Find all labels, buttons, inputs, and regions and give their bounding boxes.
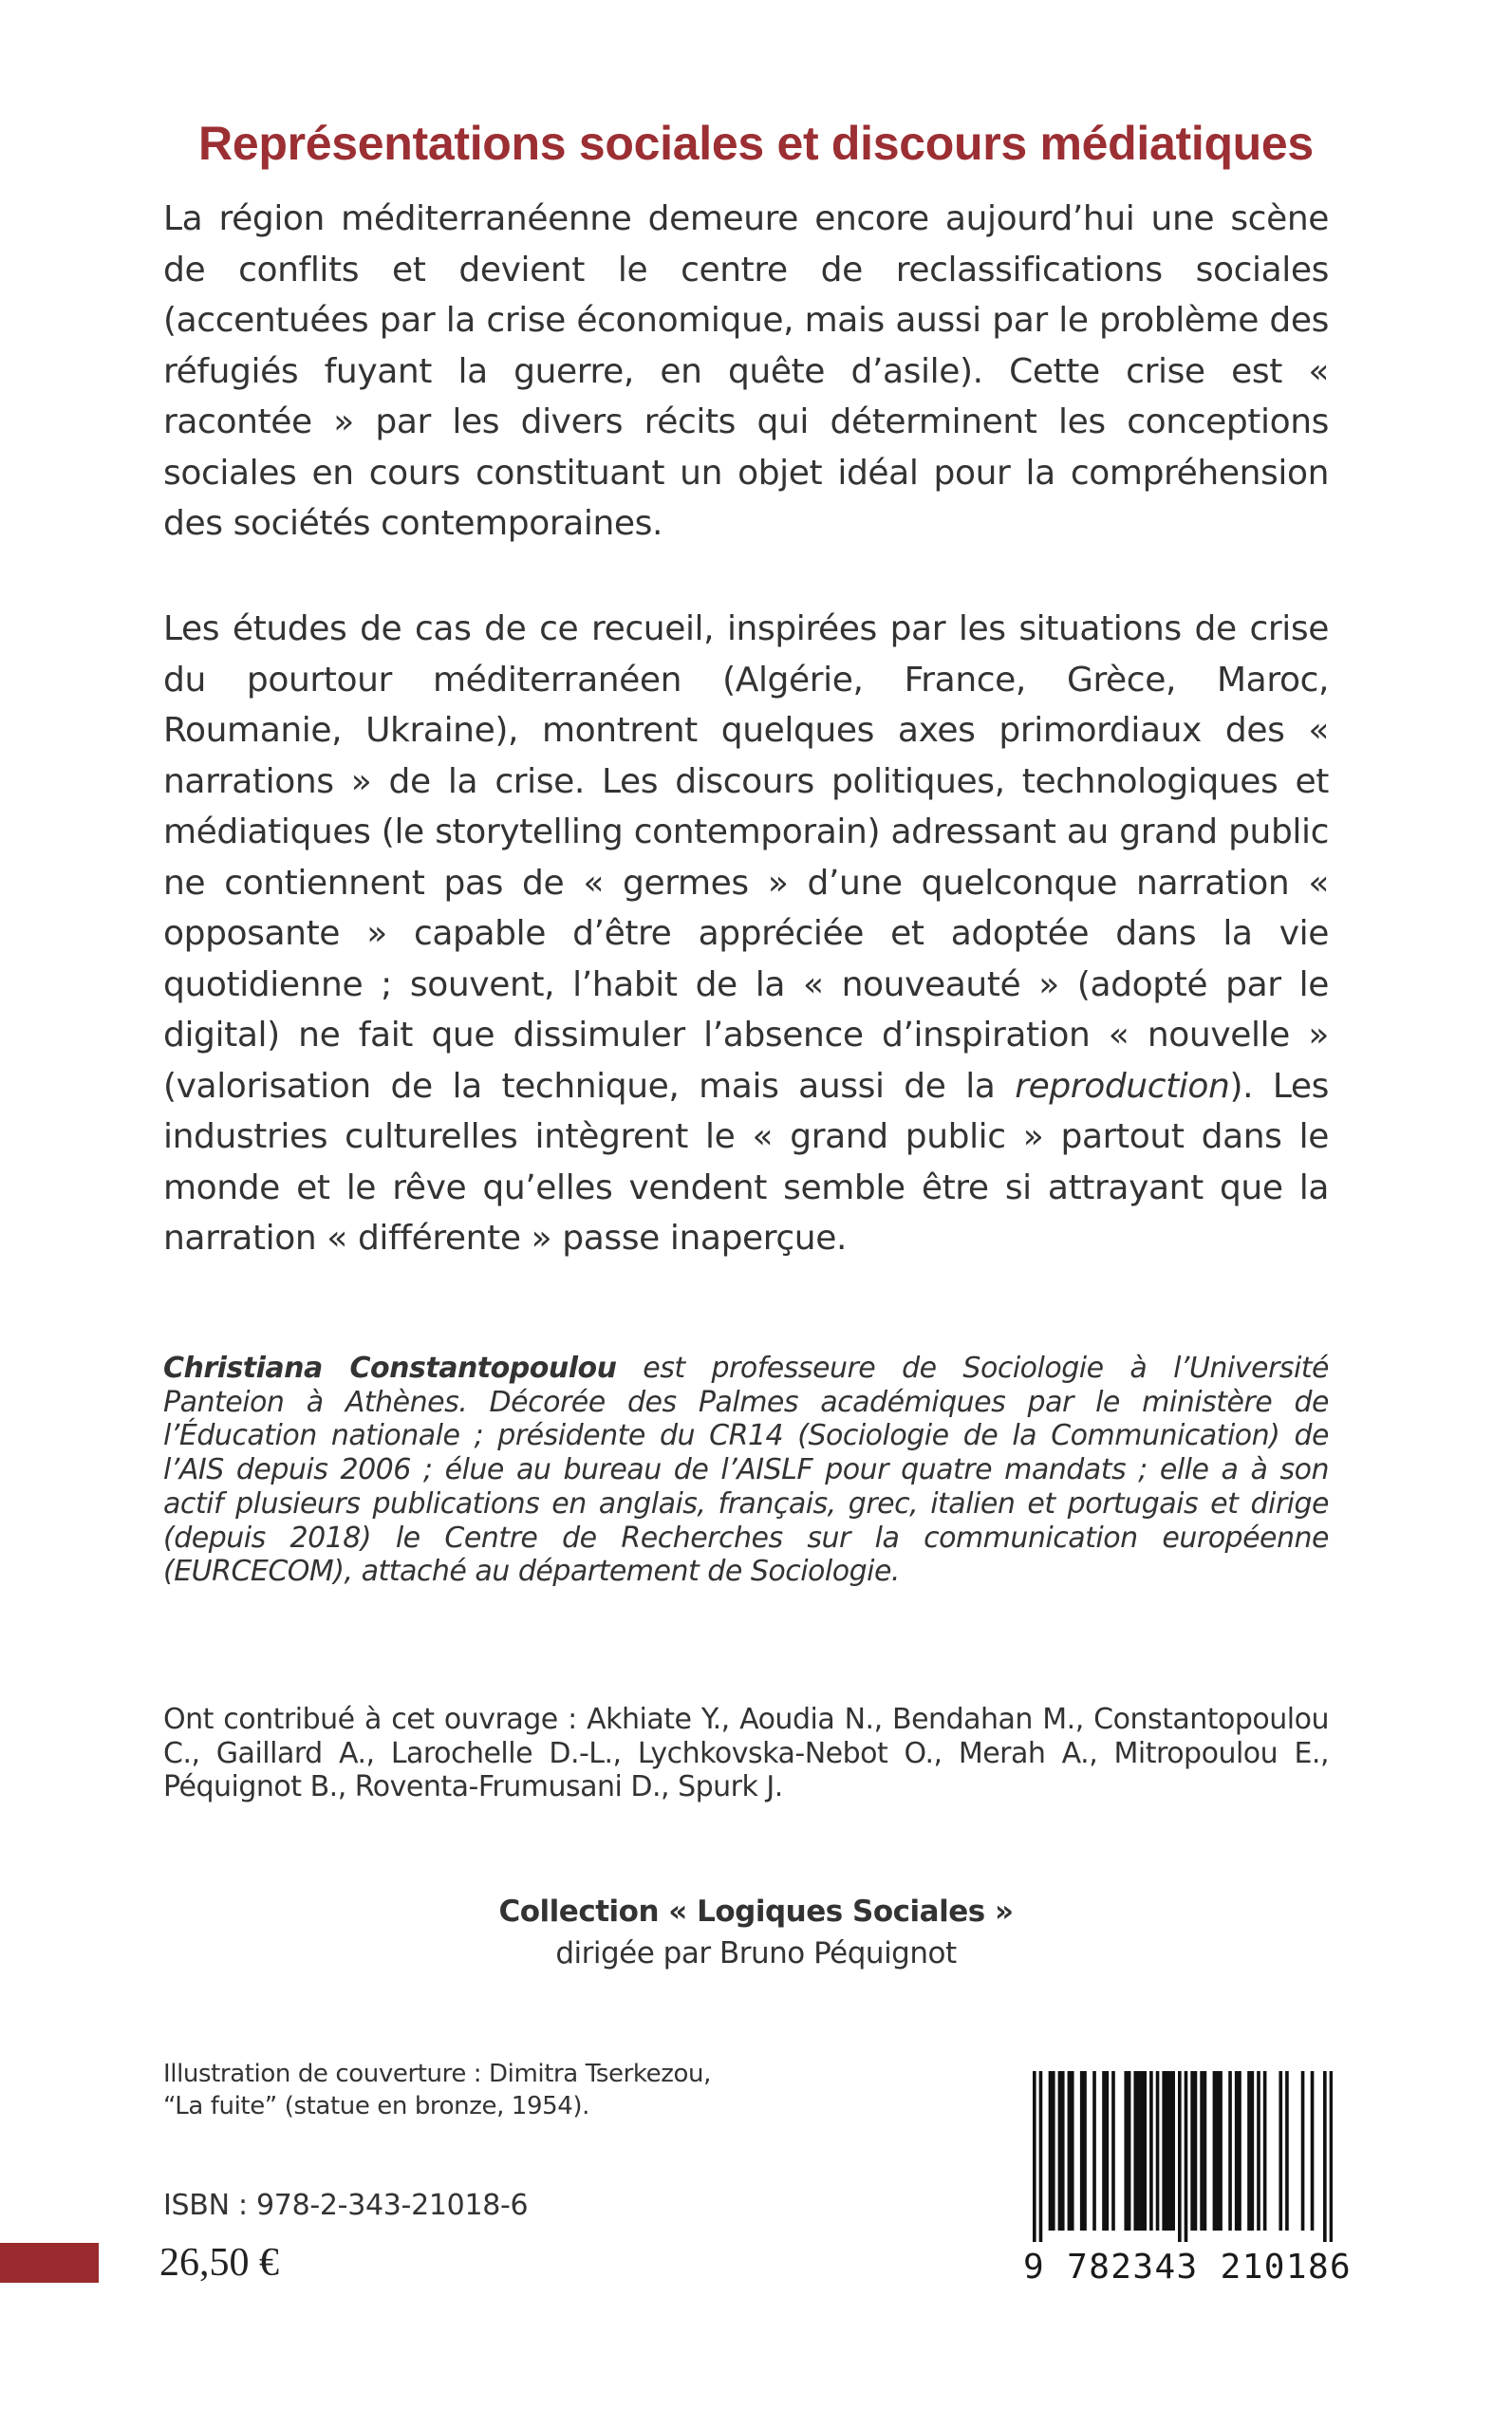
barcode-bar: [1219, 2071, 1223, 2231]
barcode-bar: [1092, 2071, 1096, 2231]
barcode-bar: [1285, 2071, 1289, 2231]
barcode-bar: [1058, 2071, 1062, 2231]
summary-paragraph-2-italic: reproduction: [1015, 1066, 1230, 1106]
barcode-bars: [1033, 2071, 1333, 2242]
barcode-bar: [1106, 2071, 1110, 2231]
cover-illustration-credit: [163, 2058, 711, 2122]
author-bio: [163, 1352, 1329, 1589]
book-title: Représentations sociales et discours médiatiques: [198, 116, 1314, 170]
summary-paragraph-1: La région méditerranéenne demeure encore aujourd’hui une scène de conflits et devient le centre de reclassifications sociales (accentuées par la crise économique, mais aussi par le problème des réfugiés fuyant la guerre, en quête d’asile). Cette crise est « racontée » par les divers récits qui déterminent les conceptions sociales en cours constituant un objet idéal pour la compréhension des sociétés contemporaines.: [163, 199, 1329, 543]
barcode-bar: [1168, 2071, 1172, 2231]
barcode-bar: [1111, 2071, 1115, 2231]
barcode-bar: [1049, 2071, 1053, 2231]
barcode-bar: [1162, 2071, 1166, 2231]
barcode-bar: [1200, 2071, 1204, 2231]
barcode-bar: [1279, 2071, 1282, 2231]
barcode-bar: [1216, 2071, 1220, 2231]
barcode-bar: [1071, 2071, 1074, 2231]
barcode-bar: [1330, 2071, 1333, 2242]
summary-paragraph-2: [163, 604, 1329, 1264]
barcode-bar: [1238, 2071, 1241, 2231]
barcode-bar: [1102, 2071, 1106, 2231]
barcode-bar: [1128, 2071, 1131, 2231]
barcode-bar: [1156, 2071, 1160, 2231]
barcode-bar: [1204, 2071, 1207, 2231]
barcode-bar: [1235, 2071, 1239, 2231]
barcode-bar: [1137, 2071, 1141, 2231]
barcode-bar: [1061, 2071, 1065, 2231]
barcode-bar: [1190, 2071, 1194, 2231]
price: 26,50 €: [159, 2241, 279, 2285]
barcode-bar: [1140, 2071, 1144, 2231]
barcode-bar: [1311, 2071, 1315, 2231]
barcode-bar: [1039, 2071, 1043, 2242]
accent-bar: [0, 2243, 99, 2283]
isbn: ISBN : 978-2-343-21018-6: [163, 2189, 529, 2222]
barcode-bar: [1185, 2071, 1188, 2242]
author-name: Christiana Constantopoulou: [163, 1352, 617, 1385]
barcode-bar: [1052, 2071, 1055, 2231]
collection-title: Collection « Logiques Sociales »: [498, 1895, 1014, 1929]
barcode-bar: [1251, 2071, 1255, 2231]
barcode-bar: [1068, 2071, 1072, 2231]
author-bio-text: est professeure de Sociologie à l’Université Panteion à Athènes. Décorée des Palmes académiques par le ministère de l’Éducation nationale ; présidente du CR14 (Sociologie de la Communication) de l’AIS depuis 2006 ; élue au bureau de l’AISLF pour quatre mandats ; elle a à son actif plusieurs publications en anglais, français, grec, italien et portugais et dirige (depuis 2018) le Centre de Recherches sur la communication européenne (EURCECOM), attaché au département de Sociologie.: [163, 1352, 1329, 1589]
barcode-bar: [1171, 2071, 1175, 2231]
barcode-bar: [1257, 2071, 1260, 2231]
barcode-bar: [1247, 2071, 1251, 2231]
barcode-bar: [1124, 2071, 1128, 2231]
illustration-credit-line-1: Illustration de couverture : Dimitra Tserkezou,: [163, 2060, 711, 2088]
contributors: Ont contribué à cet ouvrage : Akhiate Y., Aoudia N., Bendahan M., Constantopoulou C., Gaillard A., Larochelle D.-L., Lychkovska-Nebot O., Merah A., Mitropoulou E., Péquignot B., Roventa-Frumusani D., Spurk J.: [163, 1703, 1329, 1804]
barcode-bar: [1143, 2071, 1147, 2231]
barcode-bar: [1263, 2071, 1267, 2231]
barcode-bar: [1166, 2071, 1169, 2231]
barcode-bar: [1323, 2071, 1327, 2242]
barcode-bar: [1301, 2071, 1305, 2231]
barcode-digits: 9 782343 210186: [1023, 2248, 1353, 2287]
barcode-bar: [1080, 2071, 1084, 2231]
illustration-credit-line-2: “La fuite” (statue en bronze, 1954).: [163, 2092, 589, 2120]
barcode-bar: [1133, 2071, 1137, 2231]
barcode-bar: [1083, 2071, 1087, 2231]
barcode-icon: [1033, 2071, 1333, 2242]
barcode-bar: [1228, 2071, 1232, 2231]
barcode-bar: [1033, 2071, 1036, 2242]
summary-paragraph-2-part-1: Les études de cas de ce recueil, inspirées par les situations de crise du pourtour méditerranéen (Algérie, France, Grèce, Maroc, Roumanie, Ukraine), montrent quelques axes primordiaux des « narrations » de la crise. Les discours politiques, technologiques et médiatiques (le storytelling contemporain) adressant au grand public ne contiennent pas de « germes » d’une quelconque narration « opposante » capable d’être appréciée et adoptée dans la vie quotidienne ; souvent, l’habit de la « nouveauté » (adopté par le digital) ne fait que dissimuler l’absence d’inspiration « nouvelle » (valorisation de la technique, mais aussi de la: [163, 609, 1329, 1106]
summary-paragraph-2-part-2: ). Les industries culturelles intègrent le « grand public » partout dans le monde et le rêve qu’elles vendent semble être si attrayant que la narration « différente » passe inaperçue.: [163, 1066, 1329, 1258]
barcode-bar: [1194, 2071, 1198, 2231]
barcode-bar: [1149, 2071, 1153, 2231]
barcode-bar: [1178, 2071, 1182, 2242]
barcode-bar: [1213, 2071, 1217, 2231]
collection-director: dirigée par Bruno Péquignot: [555, 1936, 957, 1970]
